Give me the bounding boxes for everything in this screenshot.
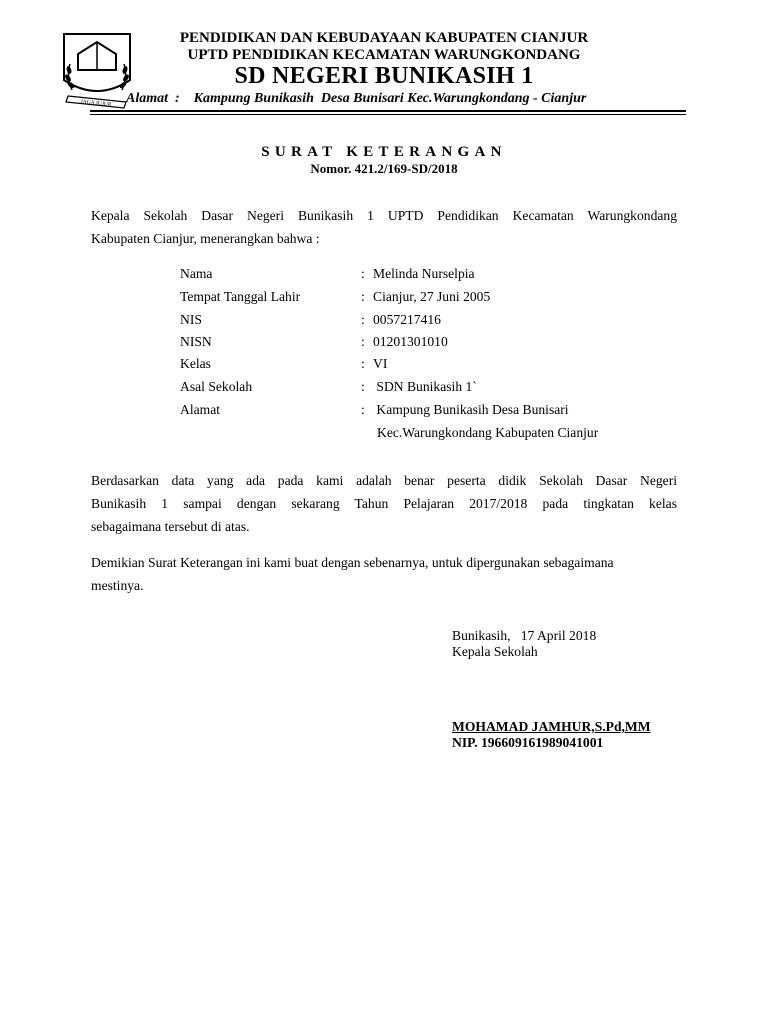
document-number: Nomor. 421.2/169-SD/2018	[310, 161, 458, 176]
field-colon: :	[361, 289, 365, 304]
field-label: Asal Sekolah	[180, 379, 253, 394]
signatory-name: MOHAMAD JAMHUR,S.Pd,MM	[452, 719, 651, 734]
field-label: NIS	[180, 312, 202, 327]
closing-paragraph	[91, 551, 677, 597]
field-value: Kampung Bunikasih Desa Bunisari	[373, 402, 569, 417]
letterhead-divider-thick	[90, 110, 686, 112]
signatory-nip: NIP. 196609161989041001	[452, 735, 604, 750]
document-title: SURAT KETERANGAN	[261, 144, 507, 160]
statement-line-1: Berdasarkan data yang ada pada kami adalah benar peserta didik Sekolah Dasar Negeri	[91, 473, 677, 488]
field-value: SDN Bunikasih 1`	[373, 379, 477, 394]
field-colon: :	[361, 312, 365, 327]
letterhead-divider-thin	[90, 114, 686, 115]
field-value: Melinda Nurselpia	[373, 266, 475, 281]
statement-paragraph	[91, 469, 677, 538]
intro-paragraph	[91, 204, 677, 250]
field-label: Kelas	[180, 356, 211, 371]
field-colon: :	[361, 379, 365, 394]
field-alamat-continuation: Kec.Warungkondang Kabupaten Cianjur	[377, 425, 599, 440]
signature-place-date: Bunikasih, 17 April 2018	[452, 628, 597, 643]
field-label: Alamat	[180, 402, 221, 417]
intro-line-2: Kabupaten Cianjur, menerangkan bahwa :	[91, 231, 320, 246]
field-colon: :	[361, 356, 365, 371]
closing-line-1: Demikian Surat Keterangan ini kami buat dengan sebenarnya, untuk dipergunakan sebagaimana	[91, 555, 614, 570]
letterhead-line-2: UPTD PENDIDIKAN KECAMATAN WARUNGKONDANG	[187, 47, 581, 63]
signature-position: Kepala Sekolah	[452, 644, 538, 659]
field-colon: :	[361, 334, 365, 349]
field-label: Tempat Tanggal Lahir	[180, 289, 301, 304]
svg-text:JAGA JUJUR: JAGA JUJUR	[80, 98, 112, 109]
closing-line-2: mestinya.	[91, 578, 144, 593]
field-value: Cianjur, 27 Juni 2005	[373, 289, 491, 304]
school-name: SD NEGERI BUNIKASIH 1	[234, 63, 534, 89]
letterhead-line-1: PENDIDIKAN DAN KEBUDAYAAN KABUPATEN CIANJUR	[179, 30, 589, 46]
field-label: Nama	[180, 266, 213, 281]
field-label: NISN	[180, 334, 212, 349]
field-colon: :	[361, 402, 365, 417]
statement-line-2: Bunikasih 1 sampai dengan sekarang Tahun Pelajaran 2017/2018 pada tingkatan kelas	[91, 496, 677, 511]
school-address: Alamat : Kampung Bunikasih Desa Bunisari Kec.Warungkondang - Cianjur	[126, 91, 587, 106]
intro-line-1: Kepala Sekolah Dasar Negeri Bunikasih 1 UPTD Pendidikan Kecamatan Warungkondang	[91, 208, 677, 223]
field-value: VI	[373, 356, 388, 371]
field-value: 0057217416	[373, 312, 441, 327]
field-value: 01201301010	[373, 334, 448, 349]
field-colon: :	[361, 266, 365, 281]
statement-line-3: sebagaimana tersebut di atas.	[91, 519, 250, 534]
